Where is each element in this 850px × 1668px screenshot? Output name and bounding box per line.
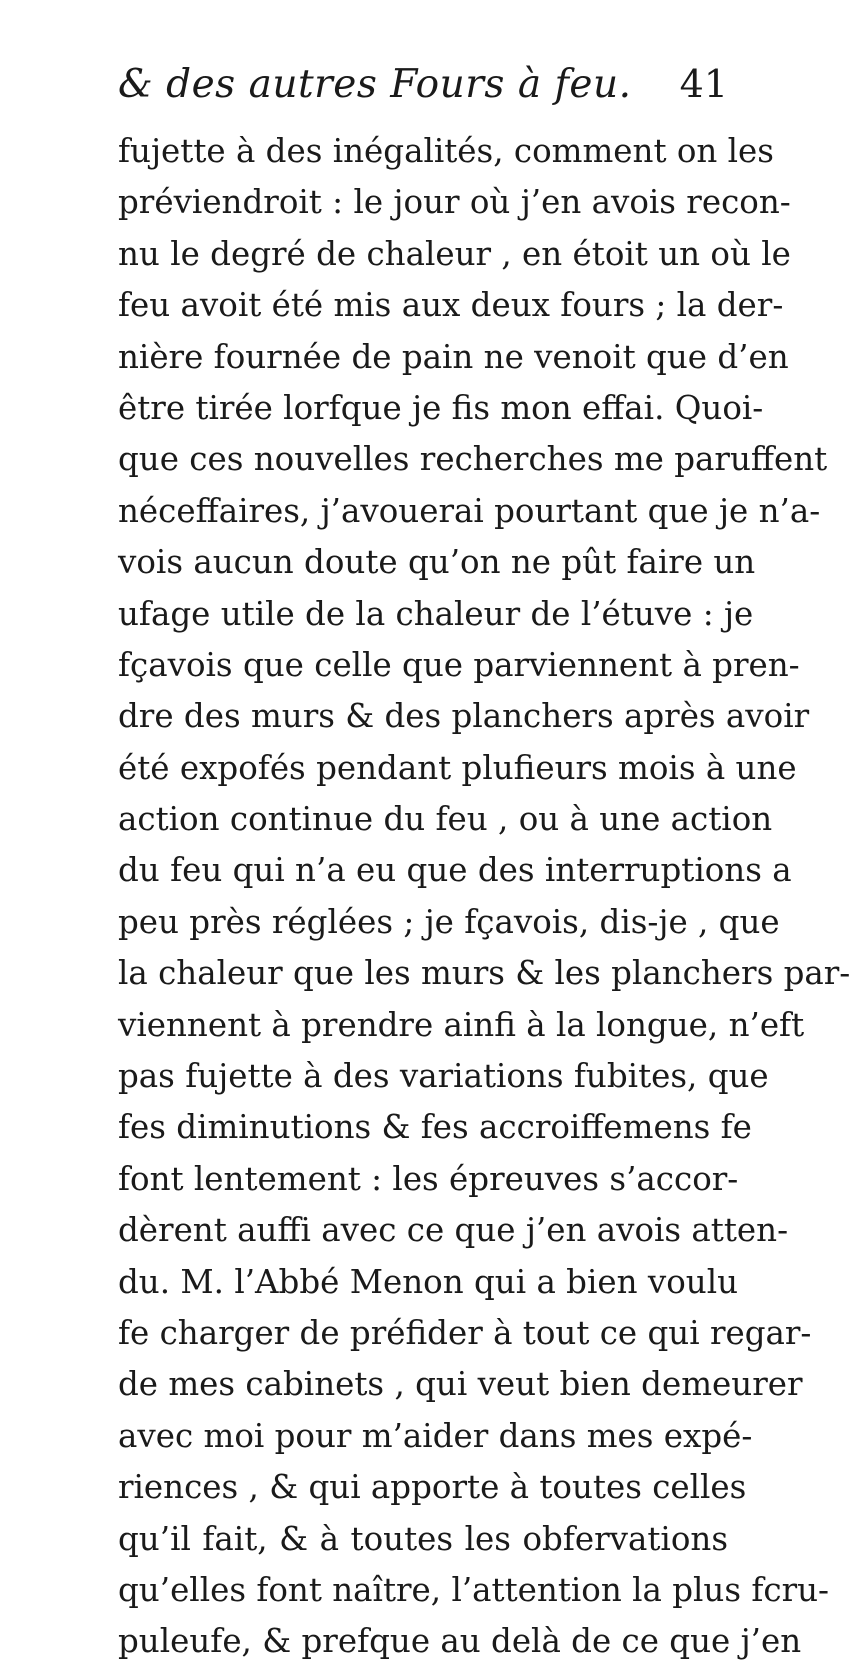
- text-line: néceffaires, j’avouerai pourtant que je n’a-: [118, 491, 821, 530]
- text-line: font lentement : les épreuves s’accor-: [118, 1159, 739, 1198]
- text-line: peu près réglées ; je fçavois, dis-je , que: [118, 902, 780, 941]
- page-number: 41: [679, 62, 728, 106]
- text-line: préviendroit : le jour où j’en avois recon-: [118, 183, 791, 222]
- text-line: avec moi pour m’aider dans mes expé-: [118, 1416, 753, 1455]
- text-line: riences , & qui apporte à toutes celles: [118, 1468, 747, 1507]
- text-line: la chaleur que les murs & les planchers par-: [118, 954, 850, 993]
- body-text: [118, 126, 850, 1668]
- text-line: action continue du feu , ou à une action: [118, 800, 773, 839]
- text-line: dèrent auffi avec ce que j’en avois atten-: [118, 1211, 789, 1250]
- text-line: pas fujette à des variations fubites, que: [118, 1057, 769, 1096]
- text-line: ufage utile de la chaleur de l’étuve : je: [118, 594, 754, 633]
- text-line: viennent à prendre ainfi à la longue, n’eft: [118, 1005, 805, 1044]
- text-line: qu’il fait, & à toutes les obfervations: [118, 1519, 728, 1558]
- text-line: fujette à des inégalités, comment on les: [118, 132, 774, 170]
- text-line: été expofés pendant plufieurs mois à une: [118, 748, 797, 787]
- running-title: & des autres Fours à feu.: [118, 62, 632, 107]
- text-line: que ces nouvelles recherches me paruffent: [118, 440, 828, 479]
- text-line: dre des murs & des planchers après avoir: [118, 697, 810, 736]
- text-line: être tirée lorfque je fis mon effai. Quoi-: [118, 388, 764, 427]
- text-line: fe charger de préfider à tout ce qui regar-: [118, 1313, 812, 1352]
- text-line: de mes cabinets , qui veut bien demeurer: [118, 1365, 803, 1404]
- text-line: fes diminutions & fes accroiffemens fe: [118, 1108, 752, 1147]
- text-line: du. M. l’Abbé Menon qui a bien voulu: [118, 1262, 739, 1301]
- text-line: nu le degré de chaleur , en étoit un où le: [118, 234, 791, 273]
- running-head: [118, 62, 728, 110]
- text-line: nière fournée de pain ne venoit que d’en: [118, 337, 789, 376]
- text-line: fçavois que celle que parviennent à pren-: [118, 645, 800, 684]
- text-line: feu avoit été mis aux deux fours ; la der-: [118, 286, 784, 325]
- text-line: du feu qui n’a eu que des interruptions a: [118, 851, 792, 890]
- text-line: vois aucun doute qu’on ne pût faire un: [118, 543, 756, 582]
- text-line: qu’elles font naître, l’attention la plus fcru-: [118, 1570, 830, 1609]
- text-line: puleufe, & prefque au delà de ce que j’en: [118, 1622, 802, 1661]
